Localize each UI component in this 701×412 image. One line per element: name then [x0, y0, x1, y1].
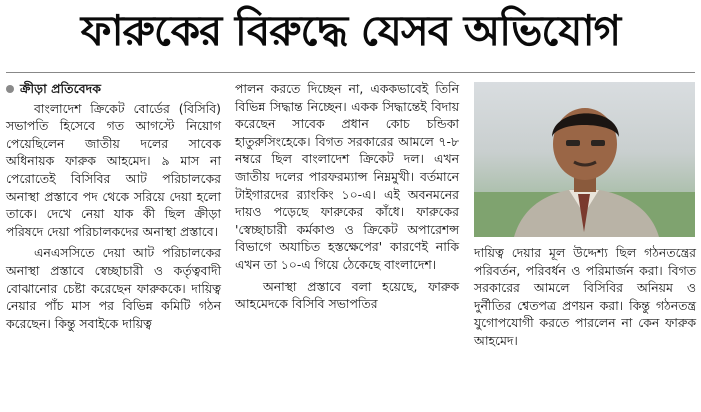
byline-text: ক্রীড়া প্রতিবেদক: [20, 81, 102, 96]
byline: [6, 80, 221, 98]
article-column-2: [235, 80, 459, 317]
paragraph: বাংলাদেশ ক্রিকেট বোর্ডের (বিসিবি) সভাপতি হিসেবে গত আগস্টে নিয়োগ পেয়েছিলেন জাতীয় দলের সাবেক অধিনায়ক ফারুক আহমেদ। ৯ মাস না পেরোতেই বিসিবির আট পরিচালকের অনাস্থা প্রস্তাবে পদ থেকে সরিয়ে দেয়া হলো তাকে। দেখে নেয়া যাক কী ছিল ক্রীড়া পরিষদে দেয়া পরিচালকদের অনাস্থা প্রস্তাবে।: [6, 100, 221, 239]
portrait-photo: [474, 82, 695, 237]
article-column-1: [6, 80, 221, 336]
headline-divider: [6, 72, 695, 73]
byline-bullet-icon: [6, 85, 14, 93]
paragraph: এনএসসিতে দেয়া আট পরিচালকের অনাস্থা প্রস্তাবে স্বেচ্ছাচারী ও কর্তৃত্ববাদী বোঝানোর চেষ্টা করেছেন ফারুককে। দায়িত্ব নেয়ার পাঁচ মাস পর বিভিন্ন কমিটি গঠন করেছেন। কিন্তু সবাইকে দায়িত্ব: [6, 245, 221, 331]
paragraph: অনাস্থা প্রস্তাবে বলা হয়েছে, ফারুক আহমেদকে বিসিবি সভাপতির: [235, 278, 459, 312]
portrait-illustration: [474, 82, 695, 237]
paragraph: পালন করতে দিচ্ছেন না, এককভাবেই তিনি বিভিন্ন সিদ্ধান্ত নিচ্ছেন। একক সিদ্ধান্তেই বিদায় করেছেন সাবেক প্রধান কোচ চন্ডিকা হাতুরুসিংহেকে। বিগত সরকারের আমলে ৭-৮ নম্বরে ছিল বাংলাদেশ ক্রিকেট দল। এখন জাতীয় দলের পারফরম্যান্স নিম্নমুখী। বর্তমানে টাইগারদের র‍্যাংকিং ১০-এ। এই অবনমনের দায়ও পড়েছে ফারুকের কাঁধে। ফারুকের 'স্বেচ্ছাচারী কর্মকাণ্ড ও ক্রিকেট অপারেশন্স বিভাগে অযাচিত হস্তক্ষেপের' কারণেই নাকি এখন তা ১০-এ গিয়ে ঠেকেছে বাংলাদেশ।: [235, 81, 459, 272]
headline: ফারুকের বিরুদ্ধে যেসব অভিযোগ: [80, 5, 621, 55]
paragraph: দায়িত্ব দেয়ার মূল উদ্দেশ্য ছিল গঠনতন্ত্রের পরিবর্তন, পরিবর্ধন ও পরিমার্জন করা। বিগত সরকারের আমলে বিসিবির অনিয়ম ও দুর্নীতির শ্বেতপত্র প্রণয়ন করা। কিন্তু গঠনতন্ত্র যুগোপযোগী করতে পারলেন না কেন ফারুক আহমেদ।: [474, 245, 696, 348]
article-column-3: [474, 244, 696, 354]
